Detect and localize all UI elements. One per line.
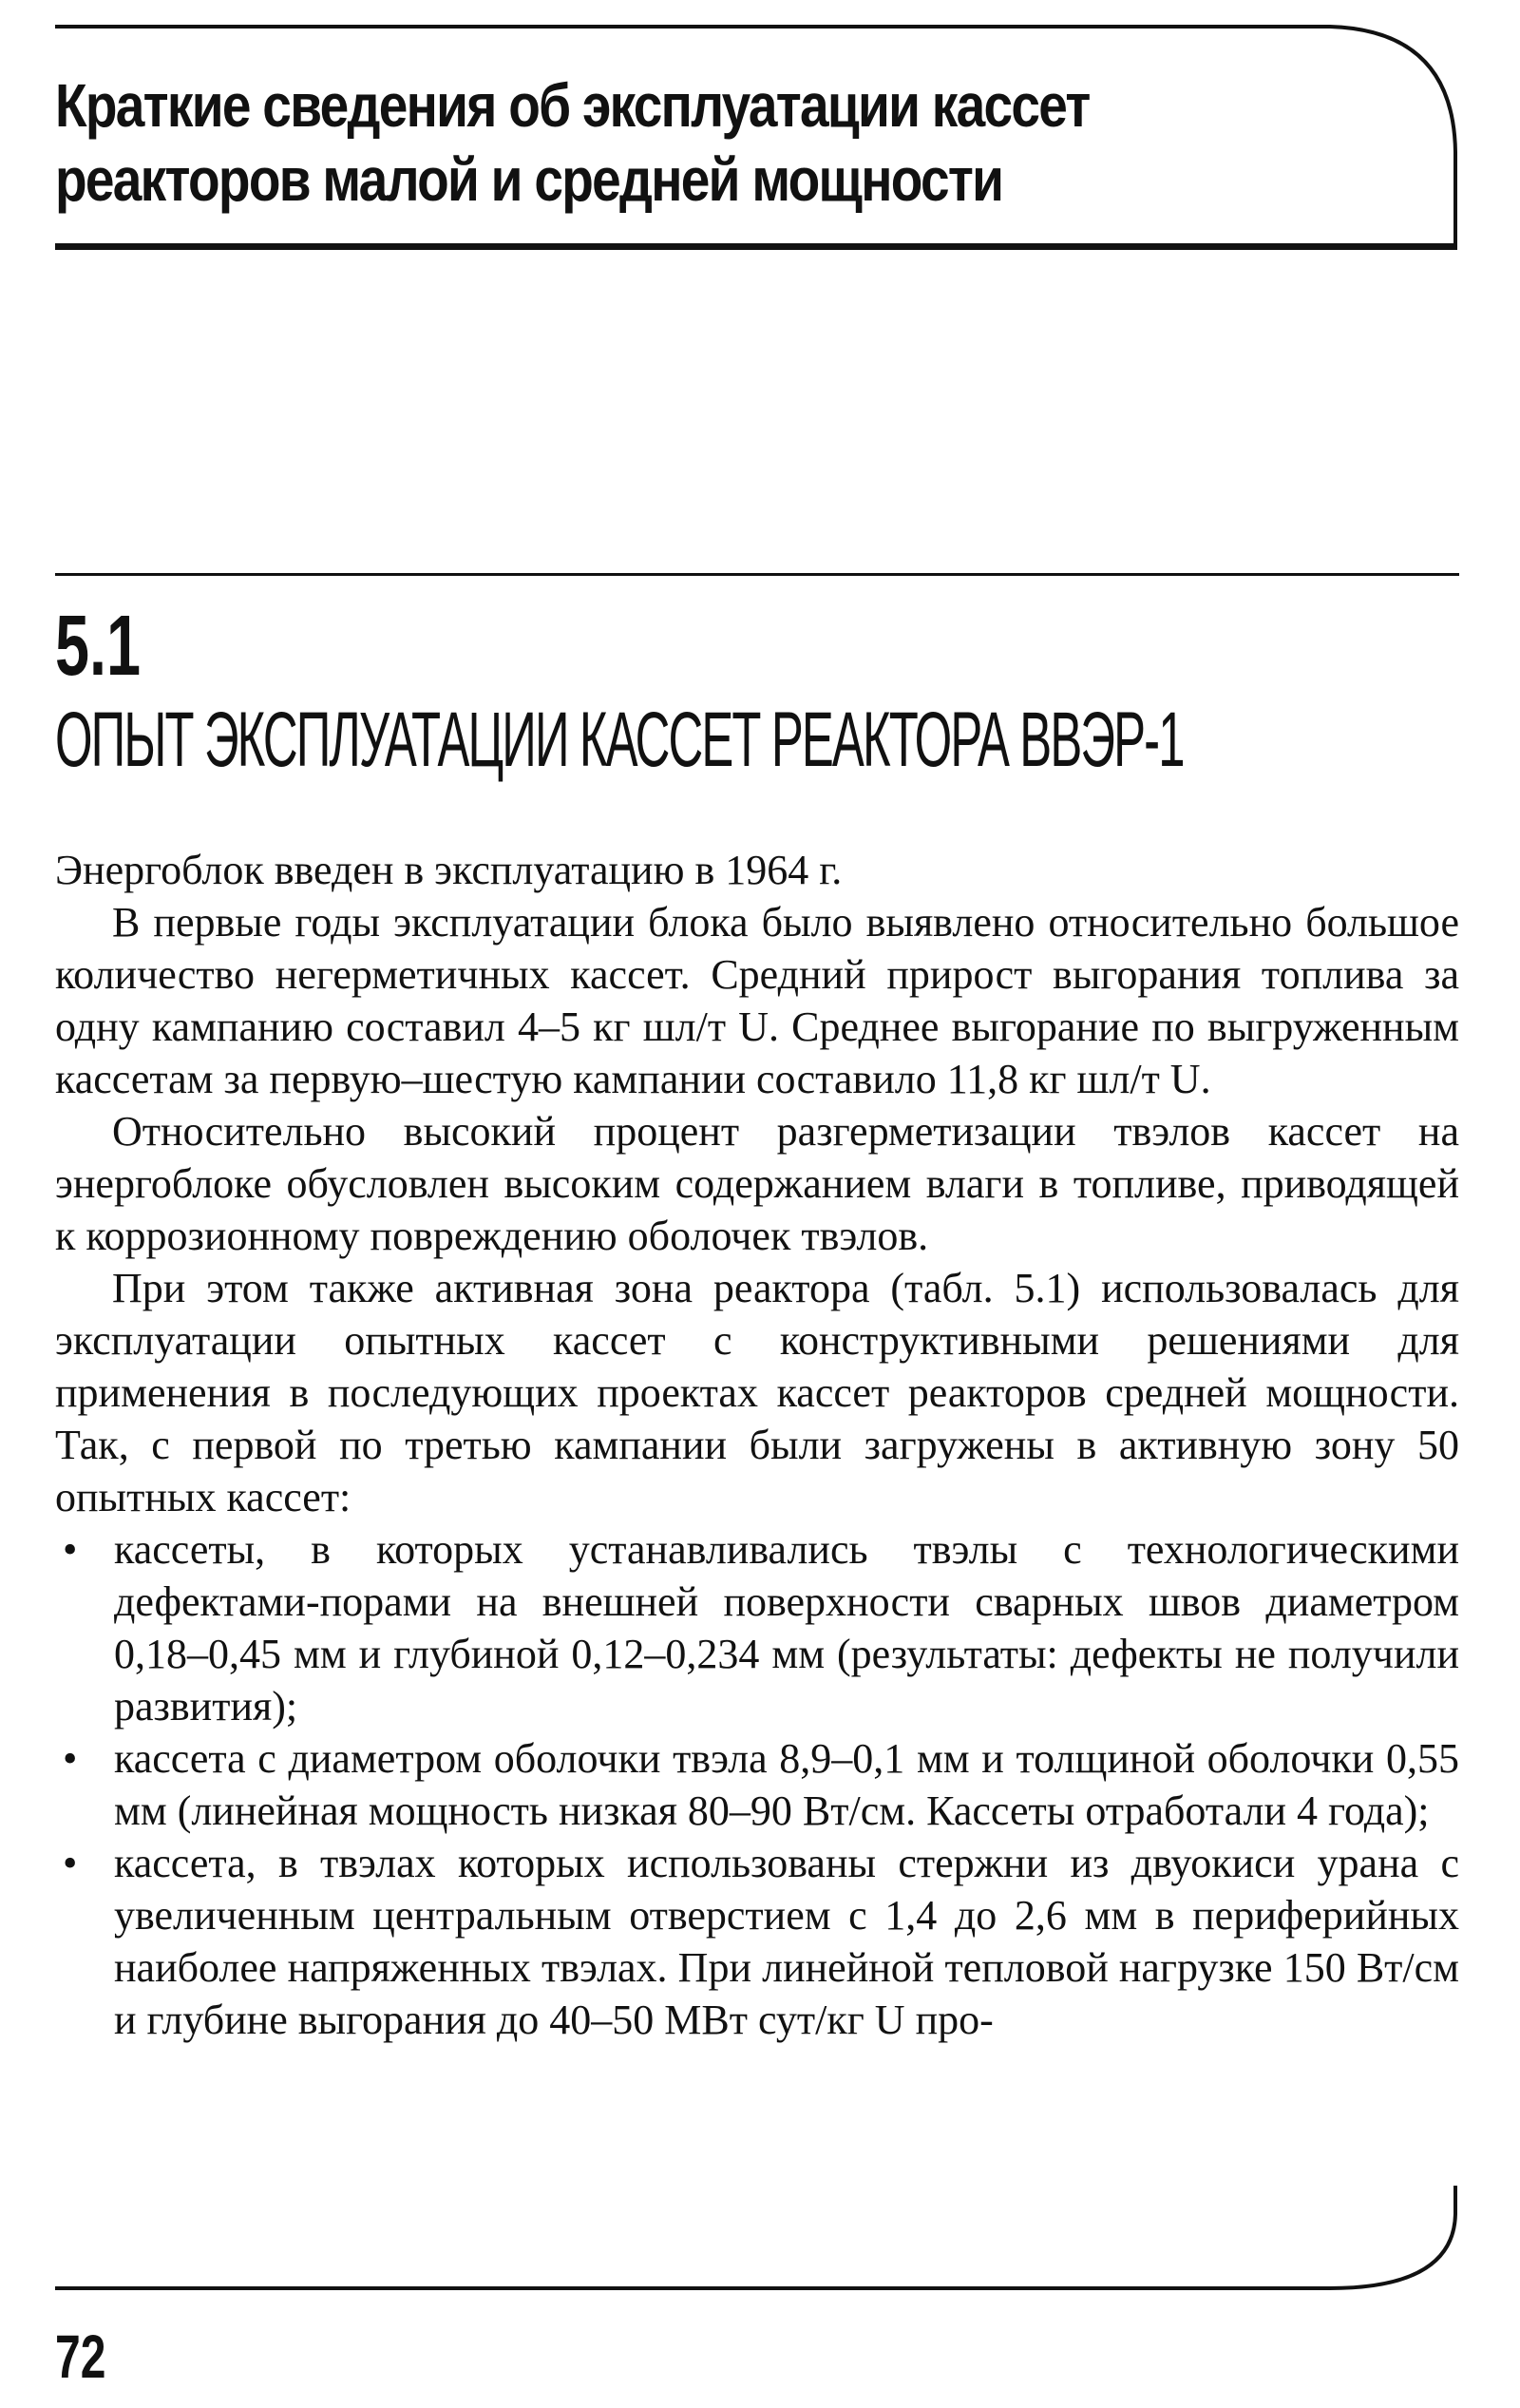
- list-item-text: кассета, в твэлах которых использованы стержни из двуокиси урана с увеличенным центральным отверстием с 1,4 до 2,6 мм в периферийных наиболее напряженных твэлах. При линейной тепловой нагрузке 150 Вт/см и глубине выгорания до 40–50 МВт сут/кг U про-: [114, 1840, 1459, 2043]
- paragraph: Относительно высокий процент разгерметизации твэлов кассет на энергоблоке обусловлен высоким содержанием влаги в топливе, приводящей к коррозионному повреждению оболочек твэлов.: [55, 1108, 1459, 1259]
- section-title: ОПЫТ ЭКСПЛУАТАЦИИ КАССЕТ РЕАКТОРА ВВЭР-1: [55, 697, 1184, 783]
- list-item: [55, 1837, 1459, 2046]
- list-item: [55, 1523, 1459, 1732]
- bullet-icon: •: [63, 1526, 78, 1573]
- paragraph: В первые годы эксплуатации блока было выявлено относительно большое количество негерметичных кассет. Средний прирост выгорания топлива за одну кампанию составил 4–5 кг шл/т U. Среднее выгорание по выгруженным кассетам за первую–шестую кампании составило 11,8 кг шл/т U.: [55, 899, 1459, 1102]
- footer-frame: [0, 2176, 1520, 2309]
- list-item: [55, 1732, 1459, 1837]
- bullet-list: [55, 1523, 1459, 2046]
- section-number: 5.1: [55, 599, 142, 694]
- section-divider: [55, 573, 1459, 576]
- list-item-text: кассеты, в которых устанавливались твэлы с технологическими дефектами-порами на внешней поверхности сварных швов диаметром 0,18–0,45 мм и глубиной 0,12–0,234 мм (результаты: дефекты не получили развития);: [114, 1526, 1459, 1730]
- bullet-icon: •: [63, 1840, 78, 1886]
- body-text: [55, 844, 1459, 2046]
- page-number: 72: [55, 2322, 106, 2391]
- paragraph: При этом также активная зона реактора (табл. 5.1) использовалась для эксплуатации опытных кассет с конструктивными решениями для применения в последующих проектах кассет реакторов средней мощности. Так, с первой по третью кампании были загружены в активную зону 50 опытных кассет:: [55, 1265, 1459, 1520]
- chapter-title: Краткие сведения об эксплуатации кассет реакторов малой и средней мощности: [55, 71, 1090, 214]
- list-item-text: кассета с диаметром оболочки твэла 8,9–0,1 мм и толщиной оболочки 0,55 мм (линейная мощность низкая 80–90 Вт/см. Кассеты отработали 4 года);: [114, 1735, 1459, 1834]
- paragraph: Энергоблок введен в эксплуатацию в 1964 г.: [55, 847, 843, 893]
- bullet-icon: •: [63, 1735, 78, 1782]
